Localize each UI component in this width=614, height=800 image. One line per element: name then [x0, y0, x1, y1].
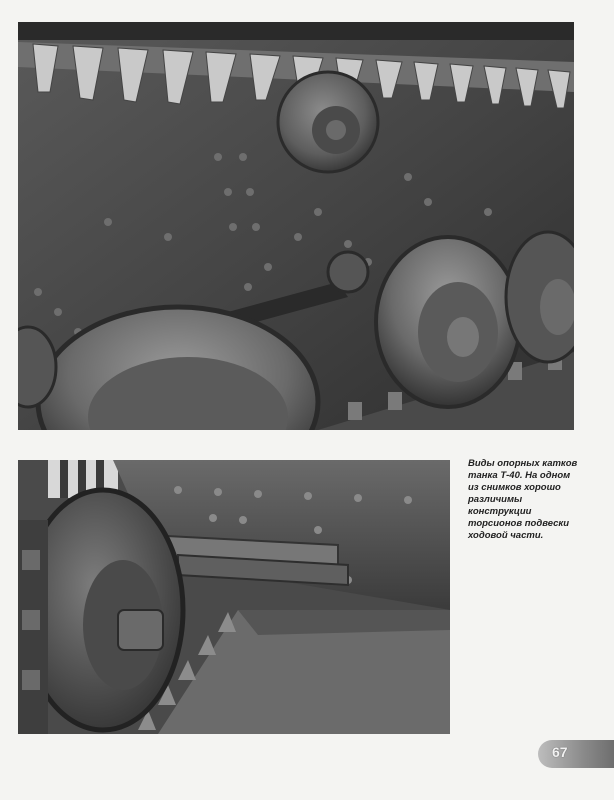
caption-line: ходовой части. — [468, 530, 544, 541]
caption-line: из снимков хорошо — [468, 482, 561, 493]
caption-line: танка Т-40. На одном — [468, 470, 571, 481]
caption-line: различимы — [468, 494, 523, 505]
photo-bottom-torsion-bars — [18, 460, 450, 734]
caption-line: конструкции — [468, 506, 532, 517]
photo-top-road-wheels — [18, 22, 574, 430]
page-number: 67 — [552, 744, 568, 760]
caption-line: Виды опорных катков — [468, 458, 578, 469]
page-number-tab — [538, 740, 614, 768]
photo-caption — [468, 458, 588, 542]
caption-line: торсионов подвески — [468, 518, 570, 529]
